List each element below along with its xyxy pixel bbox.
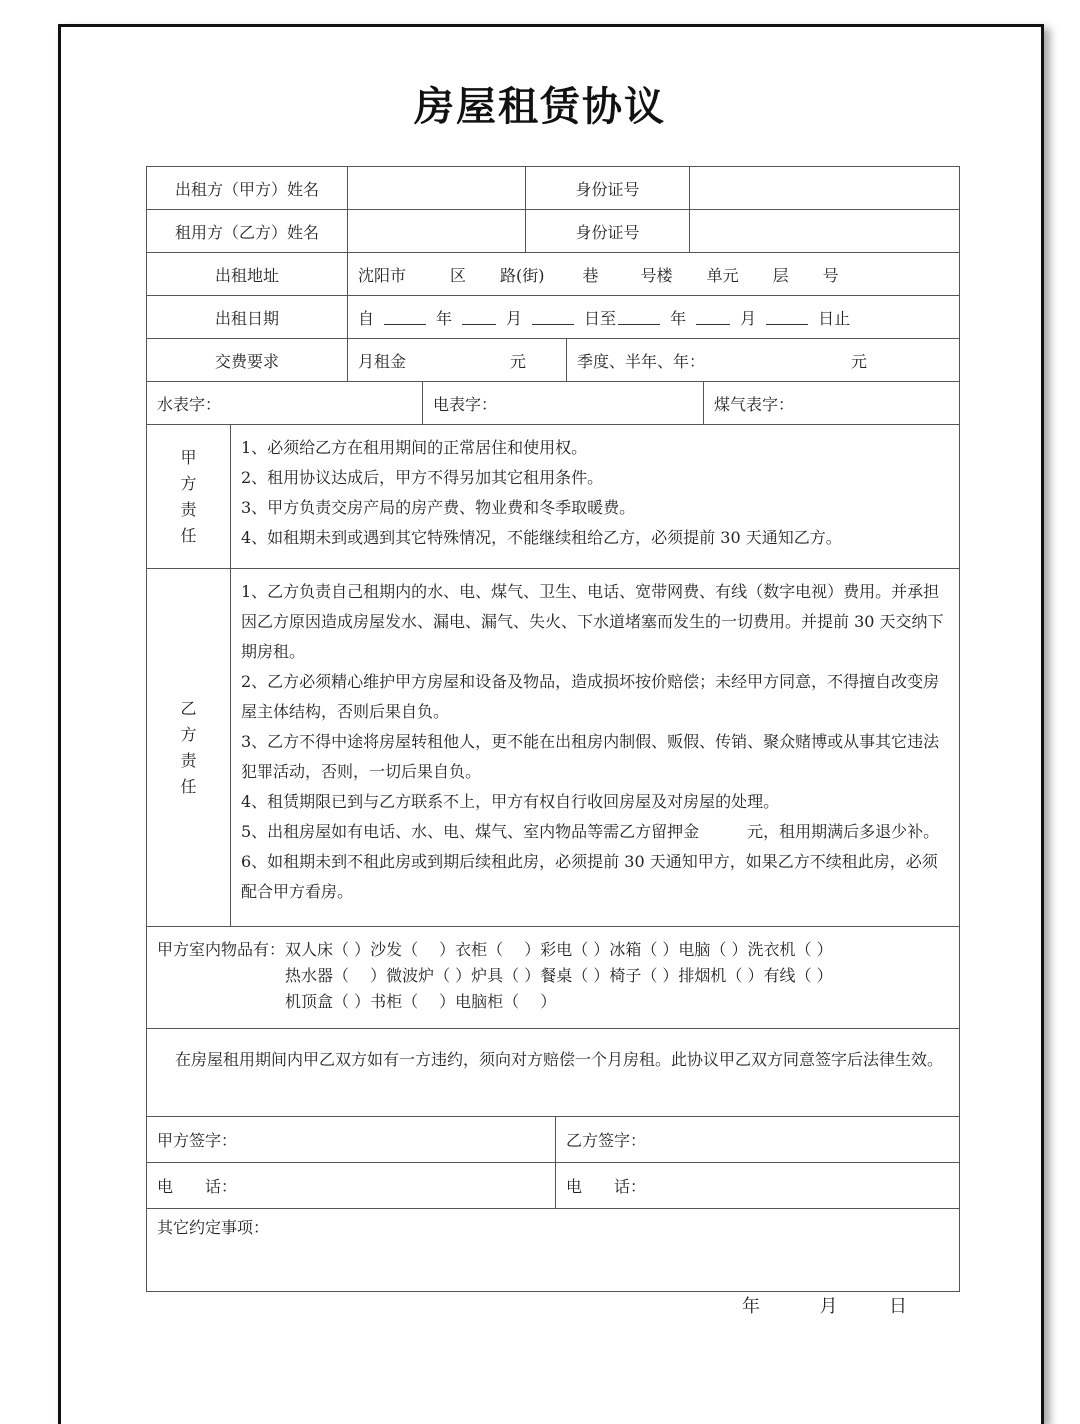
document-title: 房屋租赁协议 [414,84,666,130]
date-year2-text: 年 [670,308,687,328]
party-a-duties-label [147,425,231,568]
phone-row [147,1163,959,1209]
label-char: 方 [180,473,197,493]
gas-meter-field[interactable] [704,382,959,424]
address-row [147,253,959,296]
landlord-name-label: 出租方（甲方）姓名 [147,167,348,209]
party-a-phone-field[interactable] [147,1163,556,1208]
party-a-signature-field[interactable] [147,1117,556,1162]
electric-meter-label: 电表字： [433,394,498,414]
address-number: 号 [822,265,839,285]
label-char: 乙 [180,698,197,718]
tenant-id-label: 身份证号 [526,210,690,252]
furnishings-line-1: 甲方室内物品有：双人床（ ）沙发（ ）衣柜（ ）彩电（ ）冰箱（ ）电脑（ ）洗衣机（ ） [157,940,833,959]
address-district: 区 [450,265,467,285]
monthly-rent-unit: 元 [510,351,527,371]
landlord-row [147,167,959,210]
start-month-blank[interactable] [462,310,496,325]
penalty-row [147,1029,959,1117]
end-day-blank[interactable] [766,310,808,325]
address-city: 沈阳市 [358,265,407,285]
other-terms-row [147,1209,959,1291]
dates-label: 出租日期 [147,296,348,338]
list-item: 1、必须给乙方在租用期间的正常居住和使用权。 [241,438,588,457]
monthly-rent-field[interactable] [348,339,567,381]
signing-date [742,1292,907,1318]
list-item: 2、租用协议达成后，甲方不得另加其它租用条件。 [241,468,604,487]
penalty-clause [147,1029,959,1116]
label-char: 任 [180,525,197,545]
address-label: 出租地址 [147,253,348,295]
list-item: 3、乙方不得中途将房屋转租他人，更不能在出租房内制假、贩假、传销、聚众赌博或从事其它违法犯罪活动，否则，一切后果自负。 [241,732,940,781]
date-month2-text: 月 [740,308,757,328]
penalty-text: 在房屋租用期间内甲乙双方如有一方违约，须向对方赔偿一个月房租。此协议甲乙双方同意签字后法律生效。 [175,1050,944,1069]
date-year1-text: 年 [436,308,453,328]
label-char: 责 [180,750,197,770]
end-year-blank[interactable] [618,310,660,325]
label-char: 方 [180,724,197,744]
agreement-table [146,166,960,1292]
end-month-blank[interactable] [696,310,730,325]
label-char: 甲 [180,447,197,467]
payment-label: 交费要求 [147,339,348,381]
party-b-signature-label: 乙方签字： [566,1131,647,1150]
start-year-blank[interactable] [384,310,426,325]
party-b-duties-row [147,569,959,927]
landlord-name-field[interactable] [348,167,526,209]
address-field[interactable] [348,253,959,295]
address-unit: 单元 [706,265,739,285]
signing-month-label: 月 [819,1296,838,1317]
tenant-name-label: 租用方（乙方）姓名 [147,210,348,252]
list-item: 6、如租期未到不租此房或到期后续租此房，必须提前 30 天通知甲方，如果乙方不续租此房，必须配合甲方看房。 [241,852,938,901]
furnishings-row [147,927,959,1029]
list-item: 1、乙方负责自己租期内的水、电、煤气、卫生、电话、宽带网费、有线（数字电视）费用。并承担因乙方原因造成房屋发水、漏电、漏气、失火、下水道堵塞而发生的一切费用。并提前 30 天交纳下期房租。 [241,582,944,661]
periodic-rent-field[interactable] [567,339,959,381]
payment-row [147,339,959,382]
furnishings-list[interactable] [147,927,959,1028]
address-lane: 巷 [582,265,599,285]
dates-row [147,296,959,339]
signature-row [147,1117,959,1163]
periodic-rent-unit: 元 [851,351,868,371]
water-meter-label: 水表字： [157,394,222,414]
address-floor: 层 [772,265,789,285]
date-from-text: 自 [358,308,375,328]
landlord-id-label: 身份证号 [526,167,690,209]
signing-day-label: 日 [888,1296,907,1317]
periodic-rent-label: 季度、半年、年： [577,351,706,371]
tenant-id-field[interactable] [690,210,959,252]
address-road: 路(街) [500,265,545,285]
list-item: 5、出租房屋如有电话、水、电、煤气、室内物品等需乙方留押金 元，租用期满后多退少补。 [241,822,940,841]
party-b-signature-field[interactable] [556,1117,959,1162]
address-building: 号楼 [640,265,673,285]
party-b-duties-list [231,569,959,926]
list-item: 4、租赁期限已到与乙方联系不上，甲方有权自行收回房屋及对房屋的处理。 [241,792,780,811]
party-b-phone-field[interactable] [556,1163,959,1208]
furnishings-line-2: 热水器（ ）微波炉（ ）炉具（ ）餐桌（ ）椅子（ ）排烟机（ ）有线（ ） [285,966,833,985]
party-b-duties-label [147,569,231,926]
party-a-duties-row [147,425,959,569]
other-terms-field[interactable] [147,1209,959,1291]
monthly-rent-label: 月租金 [358,351,407,371]
list-item: 3、甲方负责交房产局的房产费、物业费和冬季取暖费。 [241,498,636,517]
date-dayend-text: 日止 [818,308,851,328]
list-item: 4、如租期未到或遇到其它特殊情况，不能继续租给乙方，必须提前 30 天通知乙方。 [241,528,842,547]
start-day-blank[interactable] [532,310,574,325]
party-a-phone-label: 电 话： [157,1177,238,1196]
landlord-id-field[interactable] [690,167,959,209]
meters-row [147,382,959,425]
other-terms-label: 其它约定事项： [157,1218,270,1237]
electric-meter-field[interactable] [423,382,704,424]
party-a-duties-list [231,425,959,568]
list-item: 2、乙方必须精心维护甲方房屋和设备及物品，造成损坏按价赔偿；未经甲方同意，不得擅自改变房屋主体结构，否则后果自负。 [241,672,940,721]
signing-year-label: 年 [742,1296,760,1317]
dates-field[interactable] [348,296,959,338]
label-char: 责 [180,499,197,519]
water-meter-field[interactable] [147,382,423,424]
tenant-name-field[interactable] [348,210,526,252]
gas-meter-label: 煤气表字： [714,394,795,414]
label-char: 任 [180,776,197,796]
date-month1-text: 月 [506,308,523,328]
party-b-phone-label: 电 话： [566,1177,647,1196]
party-a-signature-label: 甲方签字： [157,1131,238,1150]
tenant-row [147,210,959,253]
furnishings-line-3: 机顶盒（ ）书柜（ ）电脑柜（ ） [285,992,557,1011]
date-dayto-text: 日至 [584,308,617,328]
